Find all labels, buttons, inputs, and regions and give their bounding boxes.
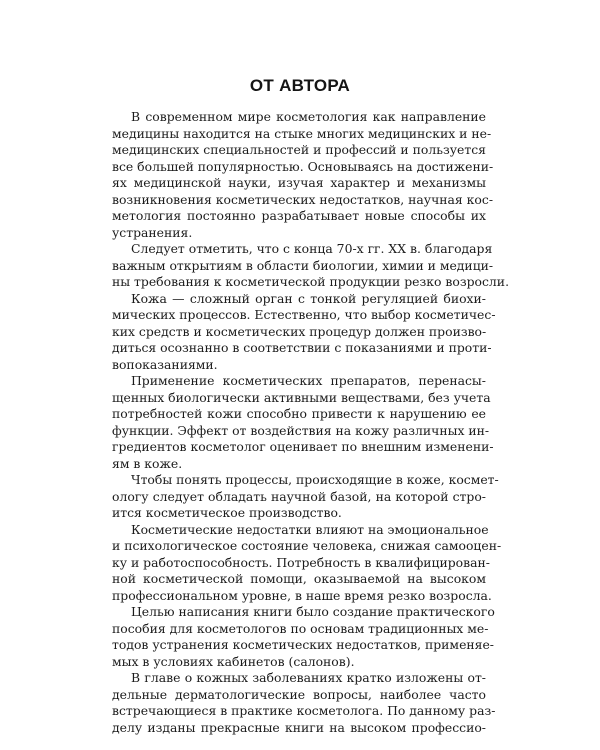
text-line: В современном мире косметология как направление <box>131 109 486 124</box>
text-line: ной косметической помощи, оказываемой на высоком <box>112 571 486 586</box>
text-line: мых в условиях кабинетов (салонов). <box>112 653 355 669</box>
text-line: важным открытиям в области биологии, химии и медици- <box>112 257 494 273</box>
text-line: диться осознанно в соответствии с показаниями и проти- <box>112 340 492 355</box>
text-line: ям в коже. <box>112 455 183 471</box>
text-line: устранения. <box>112 224 193 240</box>
text-line: ится косметическое производство. <box>112 505 342 520</box>
text-line: Косметические недостатки влияют на эмоциональное <box>131 521 489 537</box>
text-line: и психологическое состояние человека, снижая самооцен- <box>112 538 502 553</box>
text-line: метология постоянно разрабатывает новые способы их <box>112 208 486 223</box>
body-text <box>112 109 510 736</box>
paragraph <box>112 109 494 241</box>
text-line: медицины находится на стыке многих медицинских и не- <box>112 125 492 141</box>
text-line: все большей популярностью. Основываясь на достижени- <box>112 158 494 174</box>
paragraph <box>112 241 510 291</box>
text-line: функции. Эффект от воздействия на кожу различных ин- <box>112 422 490 438</box>
text-line: В главе о кожных заболеваниях кратко изложены от- <box>131 670 486 685</box>
text-line: возникновения косметических недостатков, научная кос- <box>112 191 494 207</box>
text-line: ях медицинской науки, изучая характер и механизмы <box>112 175 486 190</box>
text-line: пособия для косметологов по основам традиционных ме- <box>112 620 489 636</box>
paragraph <box>112 521 502 605</box>
text-line: ологу следует обладать научной базой, на которой стро- <box>112 488 486 504</box>
text-line: ких средств и косметических процедур должен произво- <box>112 323 487 339</box>
paragraph <box>112 290 496 374</box>
chapter-heading: ОТ АВТОРА <box>249 76 351 95</box>
text-line: потребностей кожи способно привести к нарушению ее <box>112 406 486 421</box>
paragraph <box>112 604 495 670</box>
text-line: Кожа — сложный орган с тонкой регуляцией биохи- <box>131 290 486 306</box>
text-line: ку и работоспособность. Потребность в квалифицирован- <box>112 554 490 570</box>
text-line: тодов устранения косметических недостатков, применяе- <box>112 637 494 652</box>
text-line: Следует отметить, что с конца 70-х гг. XX в. благодаря <box>131 241 493 256</box>
text-line: Применение косметических препаратов, перенасы- <box>131 373 486 388</box>
text-line: медицинских специальностей и профессий и пользуется <box>112 142 486 157</box>
text-line: дельные дерматологические вопросы, наиболее часто <box>112 686 486 702</box>
text-line: профессиональном уровне, в наше время резко возросла. <box>112 587 492 603</box>
text-line: Целью написания книги было создание практического <box>131 604 495 619</box>
text-line: встречающиеся в практике косметолога. По данному раз- <box>112 703 496 718</box>
text-line: ны требования к косметической продукции резко возросли. <box>112 274 510 289</box>
text-line: Чтобы понять процессы, происходящие в коже, космет- <box>131 472 499 487</box>
paragraph <box>112 670 496 736</box>
text-line: делу изданы прекрасные книги на высоком профессио- <box>112 719 486 735</box>
text-line: мических процессов. Естественно, что выбор косметичес- <box>112 307 496 322</box>
text-line: щенных биологически активными веществами, без учета <box>112 389 491 405</box>
paragraph <box>112 373 494 472</box>
text-line: гредиентов косметолог оценивает по внешним изменени- <box>112 439 494 454</box>
paragraph <box>112 472 499 522</box>
text-line: вопоказаниями. <box>112 356 218 372</box>
